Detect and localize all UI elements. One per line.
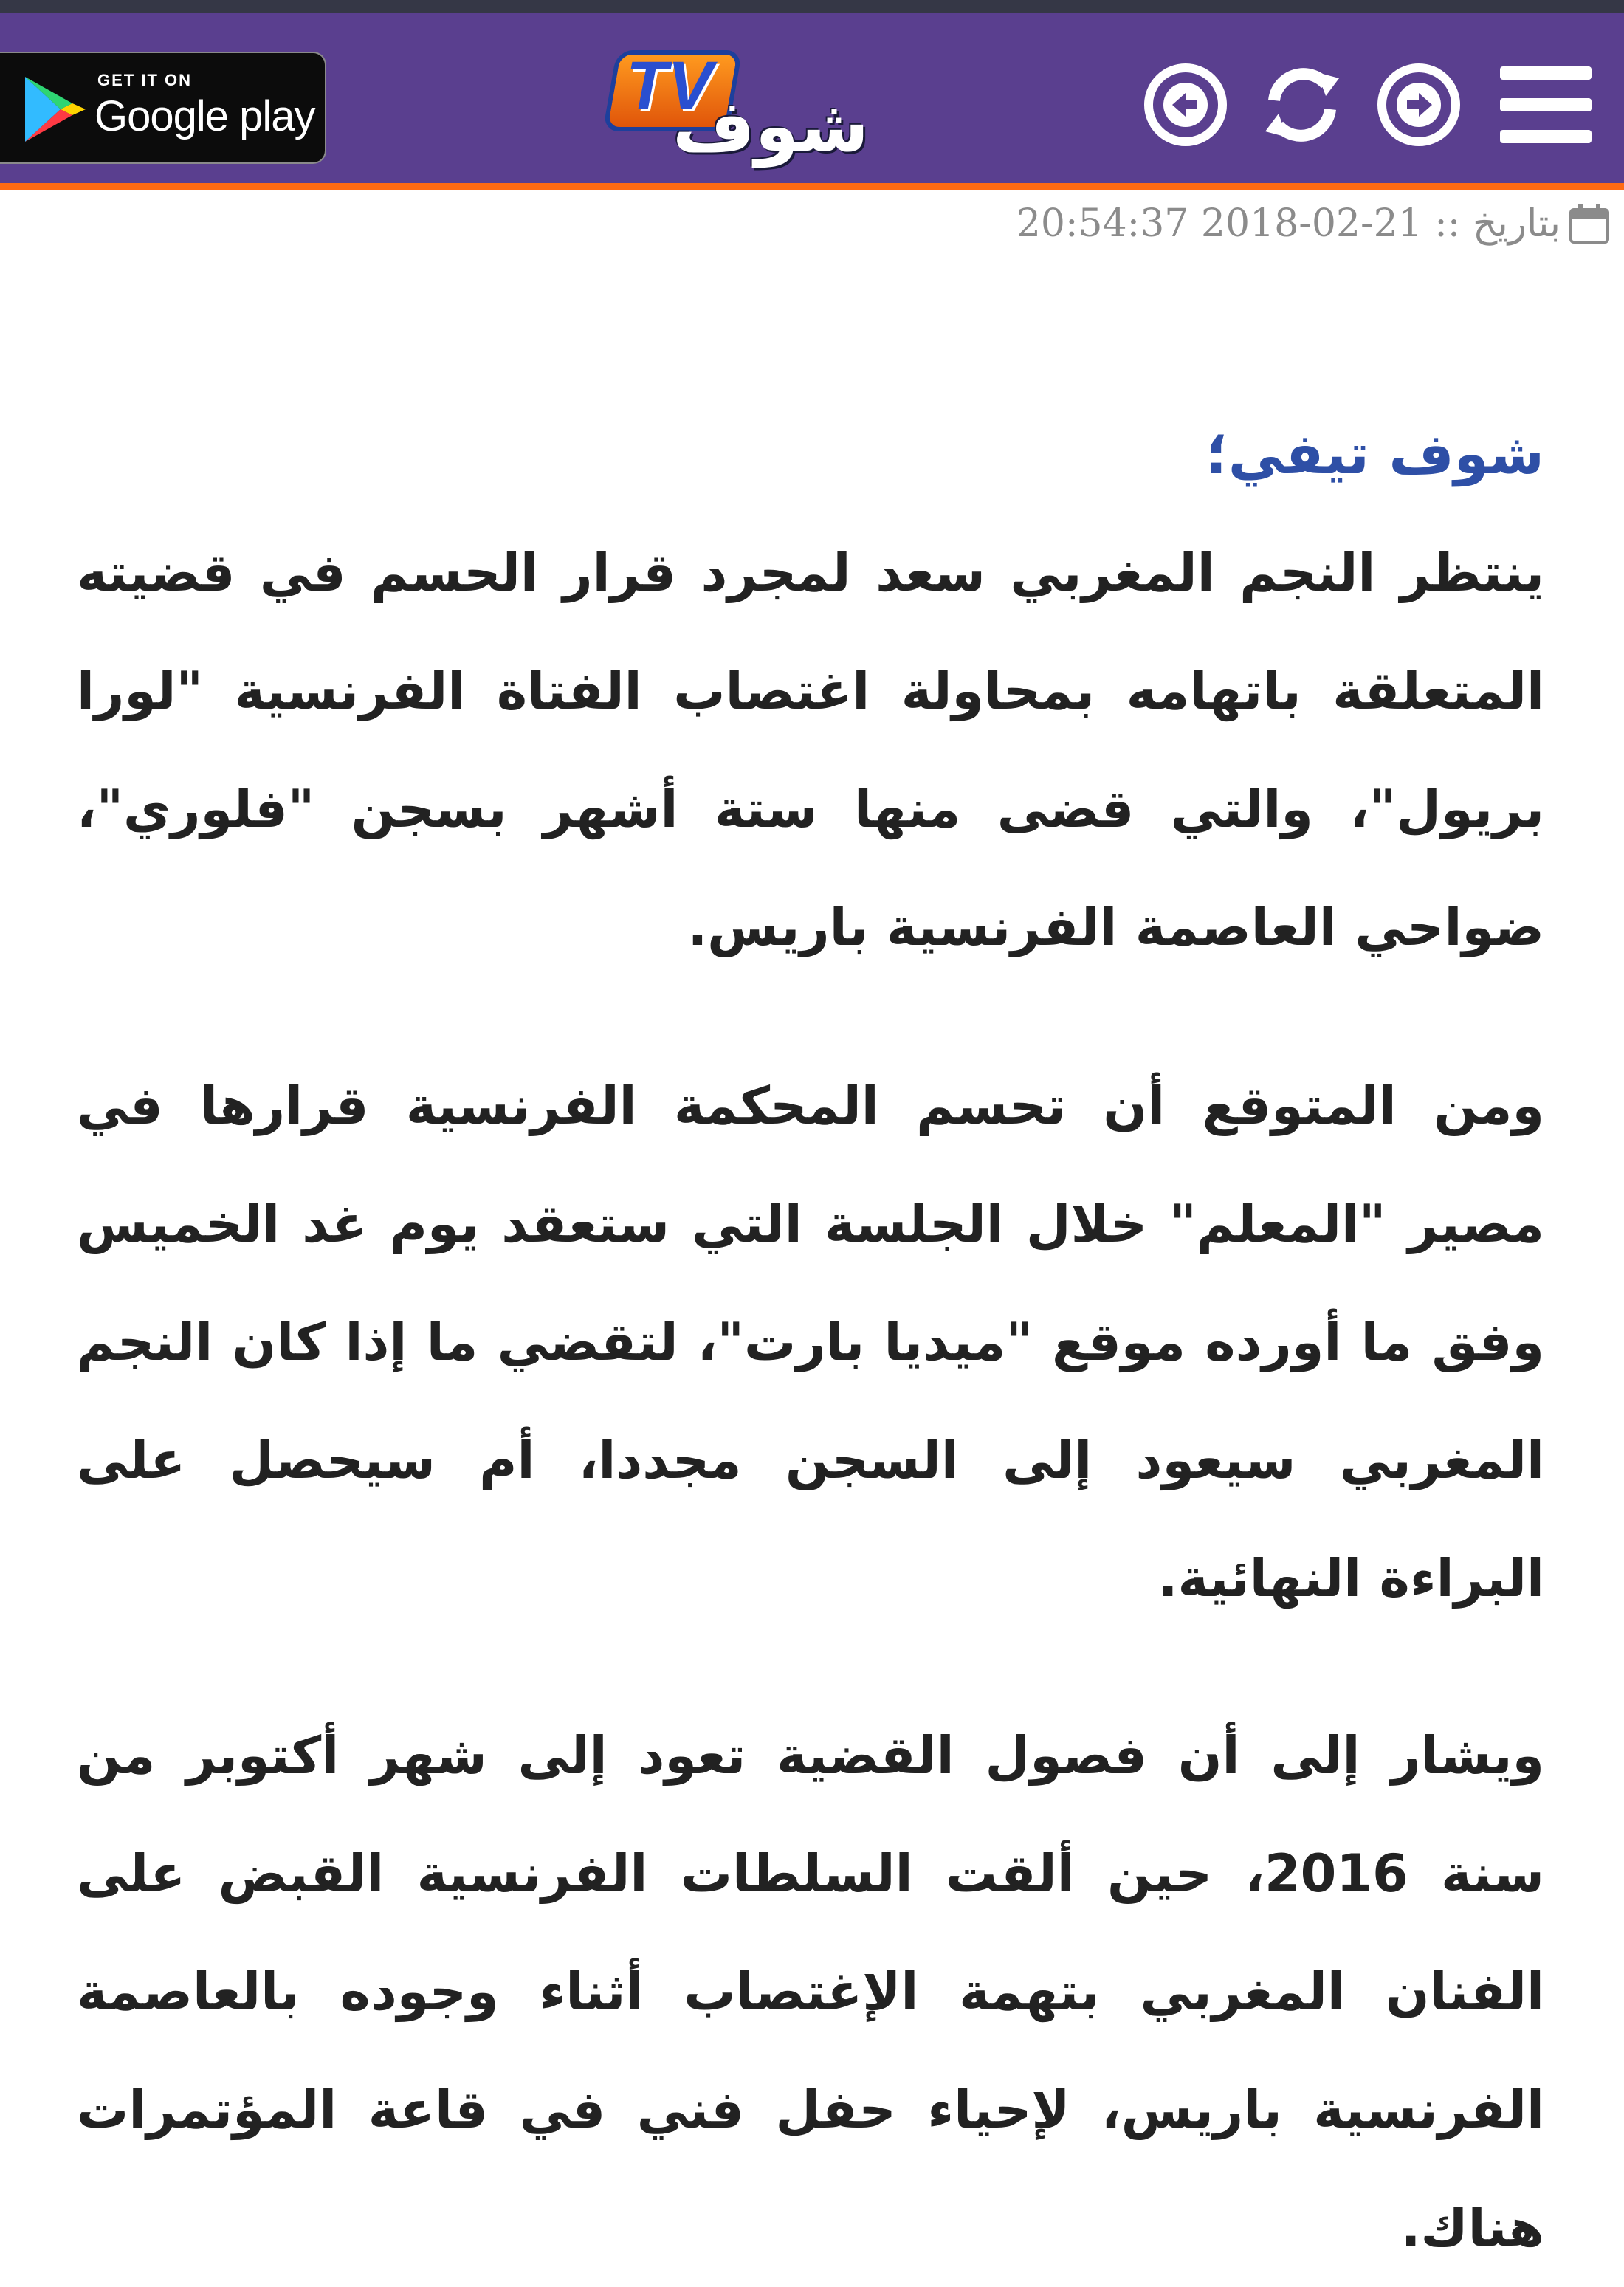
- badge-small-label: GET IT ON: [97, 71, 192, 89]
- article-paragraph: ومن المتوقع أن تحسم المحكمة الفرنسية قرارها في مصير "المعلم" خلال الجلسة التي ستعقد يوم غد الخميس وفق ما أورده موقع "ميديا بارت"، لتقضي ما إذا كان النجم المغربي سيعود إلى السجن مجددا، أم سيحصل على البراءة النهائية.: [77, 1076, 1544, 1609]
- article-paragraph: ينتظر النجم المغربي سعد لمجرد قرار الحسم في قضيته المتعلقة باتهامه بمحاولة اغتصاب الفتاة الفرنسية "لورا بريول"، والتي قضى منها ستة أشهر بسجن "فلوري"، ضواحي العاصمة الفرنسية باريس.: [77, 543, 1544, 957]
- publish-date: [1016, 198, 1611, 250]
- logo-tv-text: TV: [626, 48, 713, 123]
- refresh-icon[interactable]: [1259, 62, 1345, 148]
- badge-store-name: Google play: [94, 92, 315, 140]
- site-logo[interactable]: [604, 43, 906, 176]
- article-paragraph: ويشار إلى أن فصول القضية تعود إلى شهر أكتوبر من سنة 2016، حين ألقت السلطات الفرنسية القبض على الفنان المغربي بتهمة الإغتصاب أثناء وجوده بالعاصمة الفرنسية باريس، لإحياء حفل فني في قاعة المؤتمرات هناك.: [77, 1725, 1544, 2258]
- google-play-icon: [22, 75, 89, 143]
- menu-icon[interactable]: [1494, 62, 1597, 148]
- calendar-icon: [1568, 202, 1611, 245]
- forward-icon[interactable]: [1376, 62, 1462, 148]
- app-header: [0, 13, 1624, 183]
- article-source: شوف تيفي؛: [1205, 421, 1544, 486]
- back-icon[interactable]: [1143, 62, 1228, 148]
- publish-date-text: بتاريخ :: 21-02-2018 20:54:37: [1016, 202, 1561, 246]
- logo-arabic-text: شوف: [672, 85, 870, 168]
- header-accent-line: [0, 183, 1624, 190]
- google-play-badge[interactable]: [0, 52, 326, 164]
- status-strip: [0, 0, 1624, 13]
- article-body: [77, 399, 1544, 2287]
